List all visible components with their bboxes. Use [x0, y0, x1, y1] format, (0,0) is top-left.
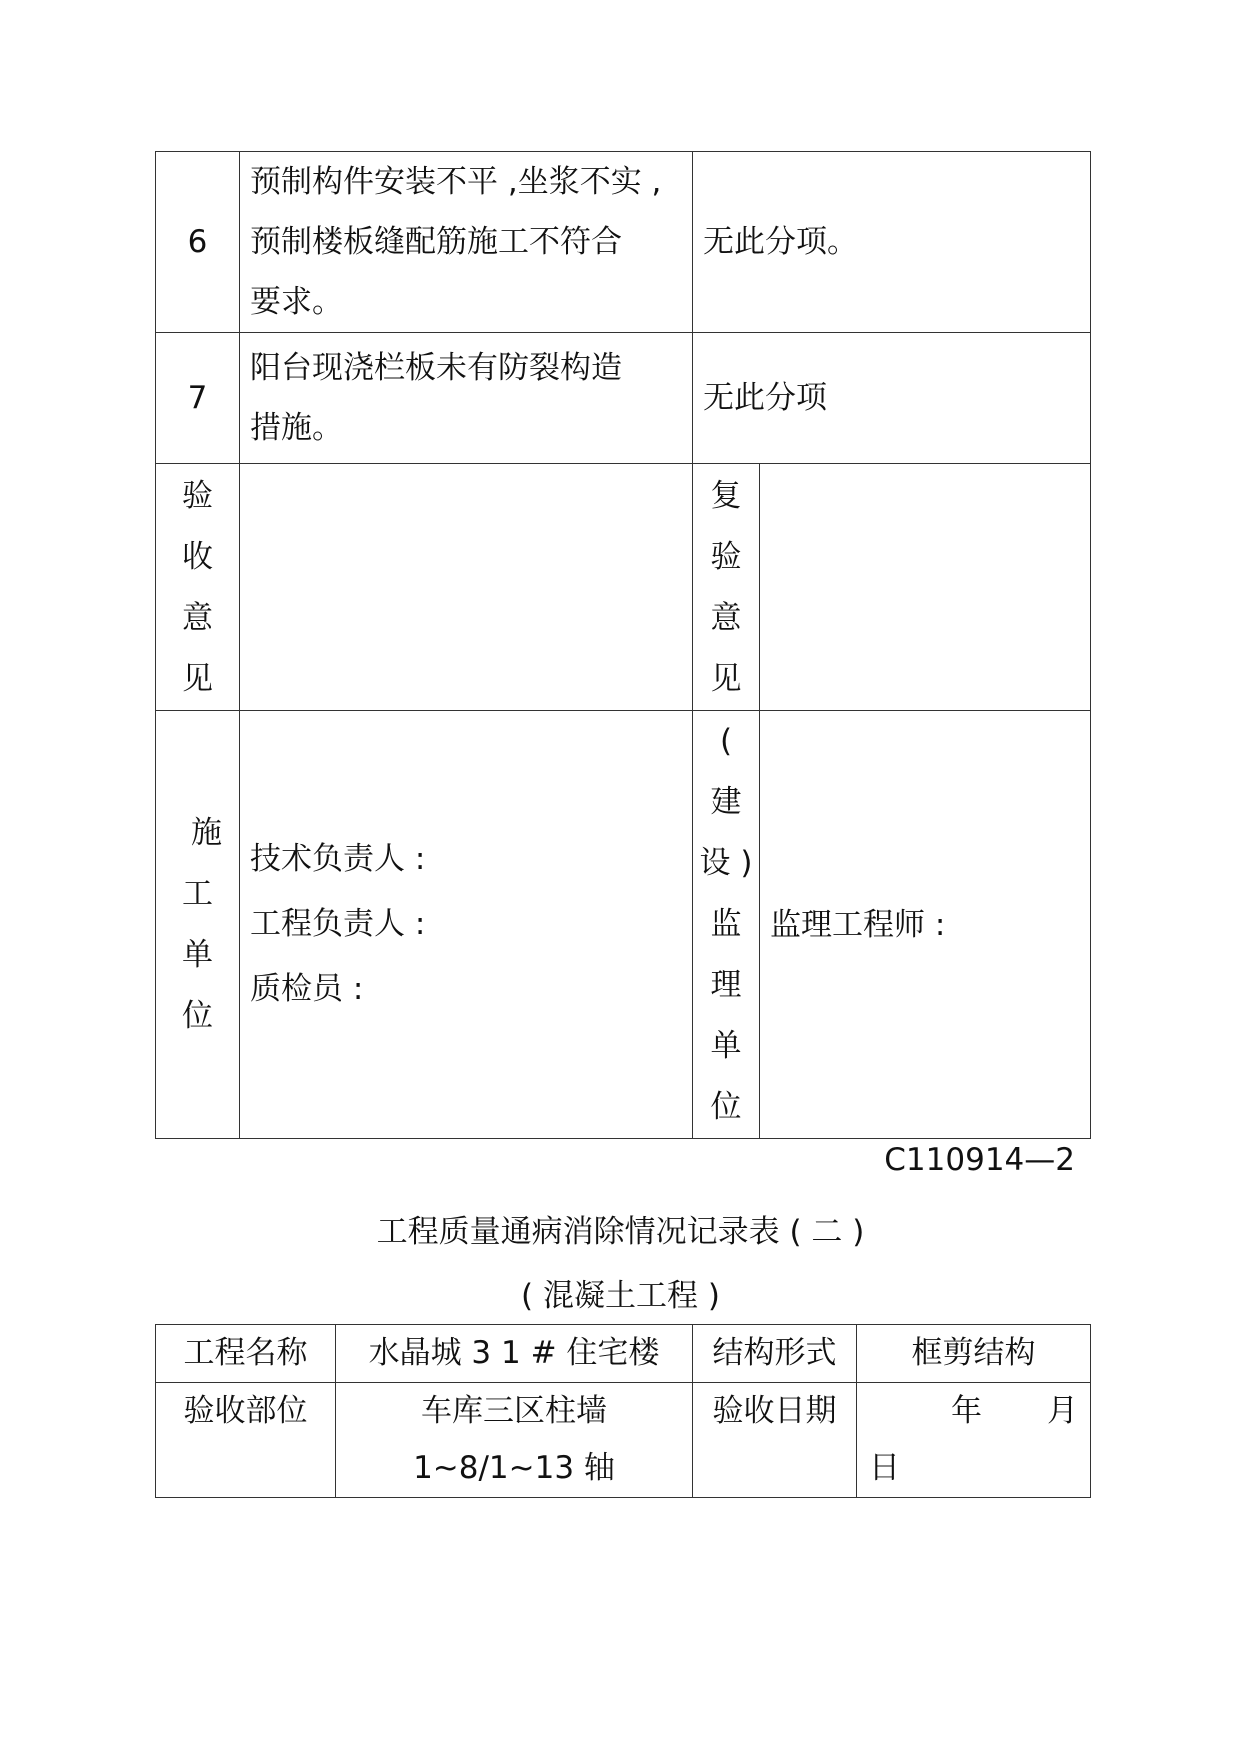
- table-row: [156, 1325, 1091, 1383]
- page-subtitle: ( 混凝土工程 ): [521, 1278, 720, 1314]
- acceptance-date-field[interactable]: [857, 1383, 1091, 1498]
- construction-signers: [240, 711, 693, 1139]
- desc-line: 要求。: [250, 284, 343, 320]
- page-title: 工程质量通病消除情况记录表 ( 二 ): [376, 1214, 865, 1250]
- recheck-opinion-label: 复 验 意 见: [693, 464, 760, 711]
- acceptance-location-value: 车库三区柱墙 1~8/1~13 轴: [336, 1383, 693, 1498]
- opinion-row: [156, 464, 1091, 711]
- acceptance-location-label: 验收部位: [156, 1383, 336, 1498]
- table-row: [156, 333, 1091, 464]
- project-info-table: [155, 1324, 1091, 1498]
- quality-inspector-signer: 质检员 :: [250, 971, 364, 1007]
- desc-line: 阳台现浇栏板未有防裂构造: [250, 350, 622, 386]
- item-number: 6: [156, 152, 240, 333]
- date-month: 月: [1047, 1393, 1078, 1429]
- supervisor-signer: 监理工程师 :: [760, 711, 1091, 1139]
- project-name-value: 水晶城 3 1 # 住宅楼: [336, 1325, 693, 1383]
- tech-lead-signer: 技术负责人 :: [250, 841, 426, 877]
- table-row: [156, 1383, 1091, 1498]
- project-lead-signer: 工程负责人 :: [250, 906, 426, 942]
- supervision-unit-label: ( 建 设 ) 监 理 单 位: [693, 711, 760, 1139]
- structure-type-value: 框剪结构: [857, 1325, 1091, 1383]
- item-description: [240, 333, 693, 464]
- project-name-label: 工程名称: [156, 1325, 336, 1383]
- desc-line: 预制楼板缝配筋施工不符合: [250, 224, 622, 260]
- structure-type-label: 结构形式: [693, 1325, 857, 1383]
- date-year: 年: [951, 1393, 982, 1429]
- acceptance-opinion-field[interactable]: [240, 464, 693, 711]
- signature-row: [156, 711, 1091, 1139]
- acceptance-date-label: 验收日期: [693, 1383, 857, 1498]
- desc-line: 预制构件安装不平 ,坐浆不实 ,: [250, 164, 662, 200]
- construction-unit-label: 施 工 单 位: [156, 711, 240, 1139]
- date-day: 日: [869, 1450, 900, 1486]
- defects-table: [155, 151, 1091, 1139]
- table-row: [156, 152, 1091, 333]
- recheck-opinion-field[interactable]: [760, 464, 1091, 711]
- item-description: [240, 152, 693, 333]
- item-result: 无此分项: [693, 333, 1091, 464]
- document-code: C110914—2: [884, 1142, 1075, 1178]
- item-result: 无此分项。: [693, 152, 1091, 333]
- acceptance-opinion-label: 验 收 意 见: [156, 464, 240, 711]
- desc-line: 措施。: [250, 410, 343, 446]
- item-number: 7: [156, 333, 240, 464]
